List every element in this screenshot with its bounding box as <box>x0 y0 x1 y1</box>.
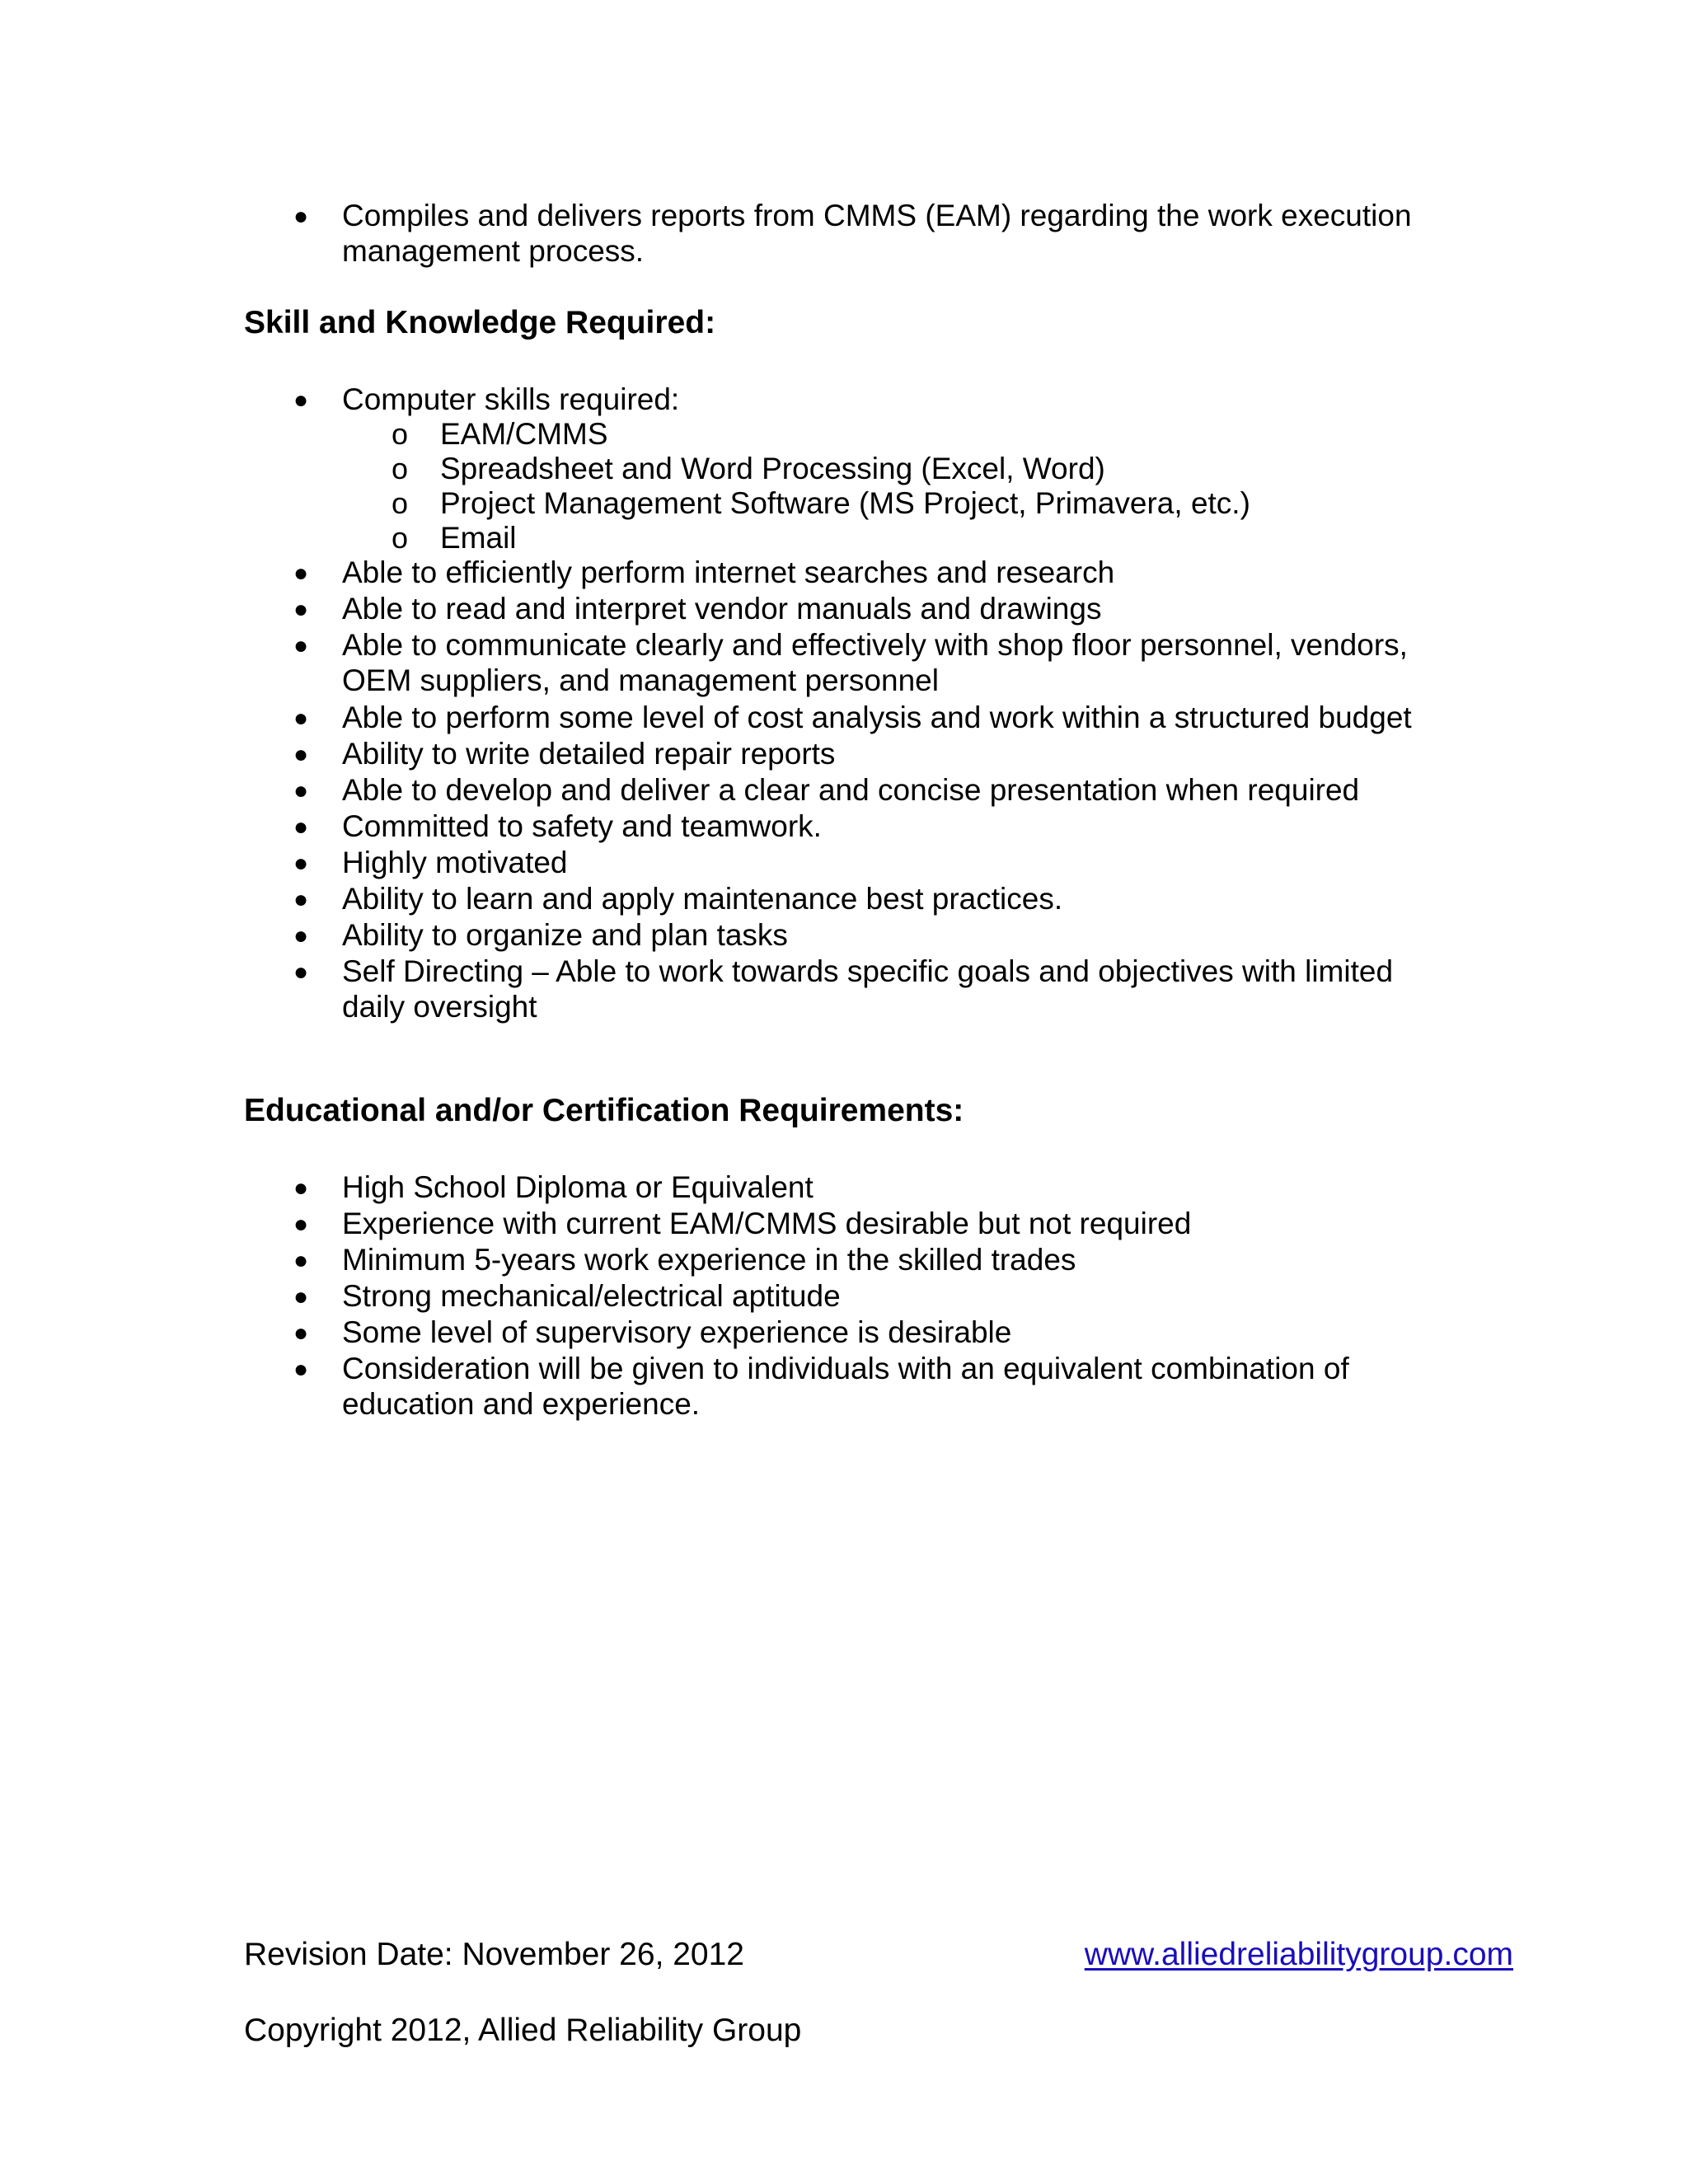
bullet-icon: ● <box>293 1211 309 1238</box>
bullet-icon: ● <box>293 560 309 587</box>
list-item-line: Experience with current EAM/CMMS desirable but not required <box>342 1207 1192 1240</box>
list-item-line: daily oversight <box>342 990 537 1024</box>
section-heading-education: Educational and/or Certification Requirements: <box>244 1093 964 1128</box>
sub-bullet-icon: o <box>392 417 409 451</box>
list-item-line: Some level of supervisory experience is desirable <box>342 1315 1012 1349</box>
list-item-line: Highly motivated <box>342 846 568 879</box>
bullet-icon: ● <box>293 596 309 623</box>
list-item-line: Strong mechanical/electrical aptitude <box>342 1279 841 1313</box>
list-item-line: Committed to safety and teamwork. <box>342 809 822 843</box>
bullet-icon: ● <box>293 1356 309 1383</box>
bullet-icon: ● <box>293 632 309 659</box>
list-item-line: Computer skills required: <box>342 382 680 416</box>
bullet-icon: ● <box>293 813 309 841</box>
bullet-icon: ● <box>293 886 309 913</box>
bullet-icon: ● <box>293 741 309 768</box>
list-item-line: Able to communicate clearly and effectively with shop floor personnel, vendors, <box>342 628 1408 662</box>
sub-list-item: EAM/CMMS <box>440 417 608 451</box>
list-item-line: Able to read and interpret vendor manuals and drawings <box>342 592 1102 626</box>
bullet-icon: ● <box>293 777 309 804</box>
bullet-icon: ● <box>293 922 309 949</box>
sub-bullet-icon: o <box>392 521 409 555</box>
bullet-icon: ● <box>293 1319 309 1347</box>
section-heading-skills: Skill and Knowledge Required: <box>244 305 716 340</box>
list-item-line: Self Directing – Able to work towards specific goals and objectives with limited <box>342 954 1394 988</box>
list-item-line: Minimum 5-years work experience in the skilled trades <box>342 1243 1076 1277</box>
bullet-icon: ● <box>293 1174 309 1202</box>
list-item-line: Able to develop and deliver a clear and concise presentation when required <box>342 773 1360 807</box>
bullet-icon: ● <box>293 850 309 877</box>
bullet-icon: ● <box>293 203 309 230</box>
list-item-line: education and experience. <box>342 1387 701 1421</box>
list-item-line: Able to perform some level of cost analysis and work within a structured budget <box>342 701 1412 734</box>
bullet-icon: ● <box>293 1283 309 1310</box>
sub-bullet-icon: o <box>392 452 409 485</box>
website-link[interactable]: www.alliedreliabilitygroup.com <box>1084 1937 1513 1972</box>
list-item-line: management process. <box>342 234 645 268</box>
list-item-line: Ability to organize and plan tasks <box>342 918 788 952</box>
list-item-line: Compiles and delivers reports from CMMS (EAM) regarding the work execution <box>342 199 1412 232</box>
bullet-icon: ● <box>293 387 309 414</box>
sub-list-item: Spreadsheet and Word Processing (Excel, Word) <box>440 452 1105 485</box>
bullet-icon: ● <box>293 958 309 986</box>
sub-bullet-icon: o <box>392 486 409 520</box>
list-item-line: Ability to write detailed repair reports <box>342 737 836 771</box>
bullet-icon: ● <box>293 705 309 732</box>
revision-date: Revision Date: November 26, 2012 <box>244 1937 744 1972</box>
list-item-line: High School Diploma or Equivalent <box>342 1170 814 1204</box>
copyright: Copyright 2012, Allied Reliability Group <box>244 2013 802 2048</box>
sub-list-item: Email <box>440 521 517 555</box>
list-item-line: OEM suppliers, and management personnel <box>342 663 939 697</box>
list-item-line: Able to efficiently perform internet searches and research <box>342 555 1115 589</box>
list-item-line: Consideration will be given to individuals with an equivalent combination of <box>342 1352 1349 1385</box>
list-item-line: Ability to learn and apply maintenance best practices. <box>342 882 1063 916</box>
bullet-icon: ● <box>293 1247 309 1274</box>
sub-list-item: Project Management Software (MS Project, Primavera, etc.) <box>440 486 1250 520</box>
